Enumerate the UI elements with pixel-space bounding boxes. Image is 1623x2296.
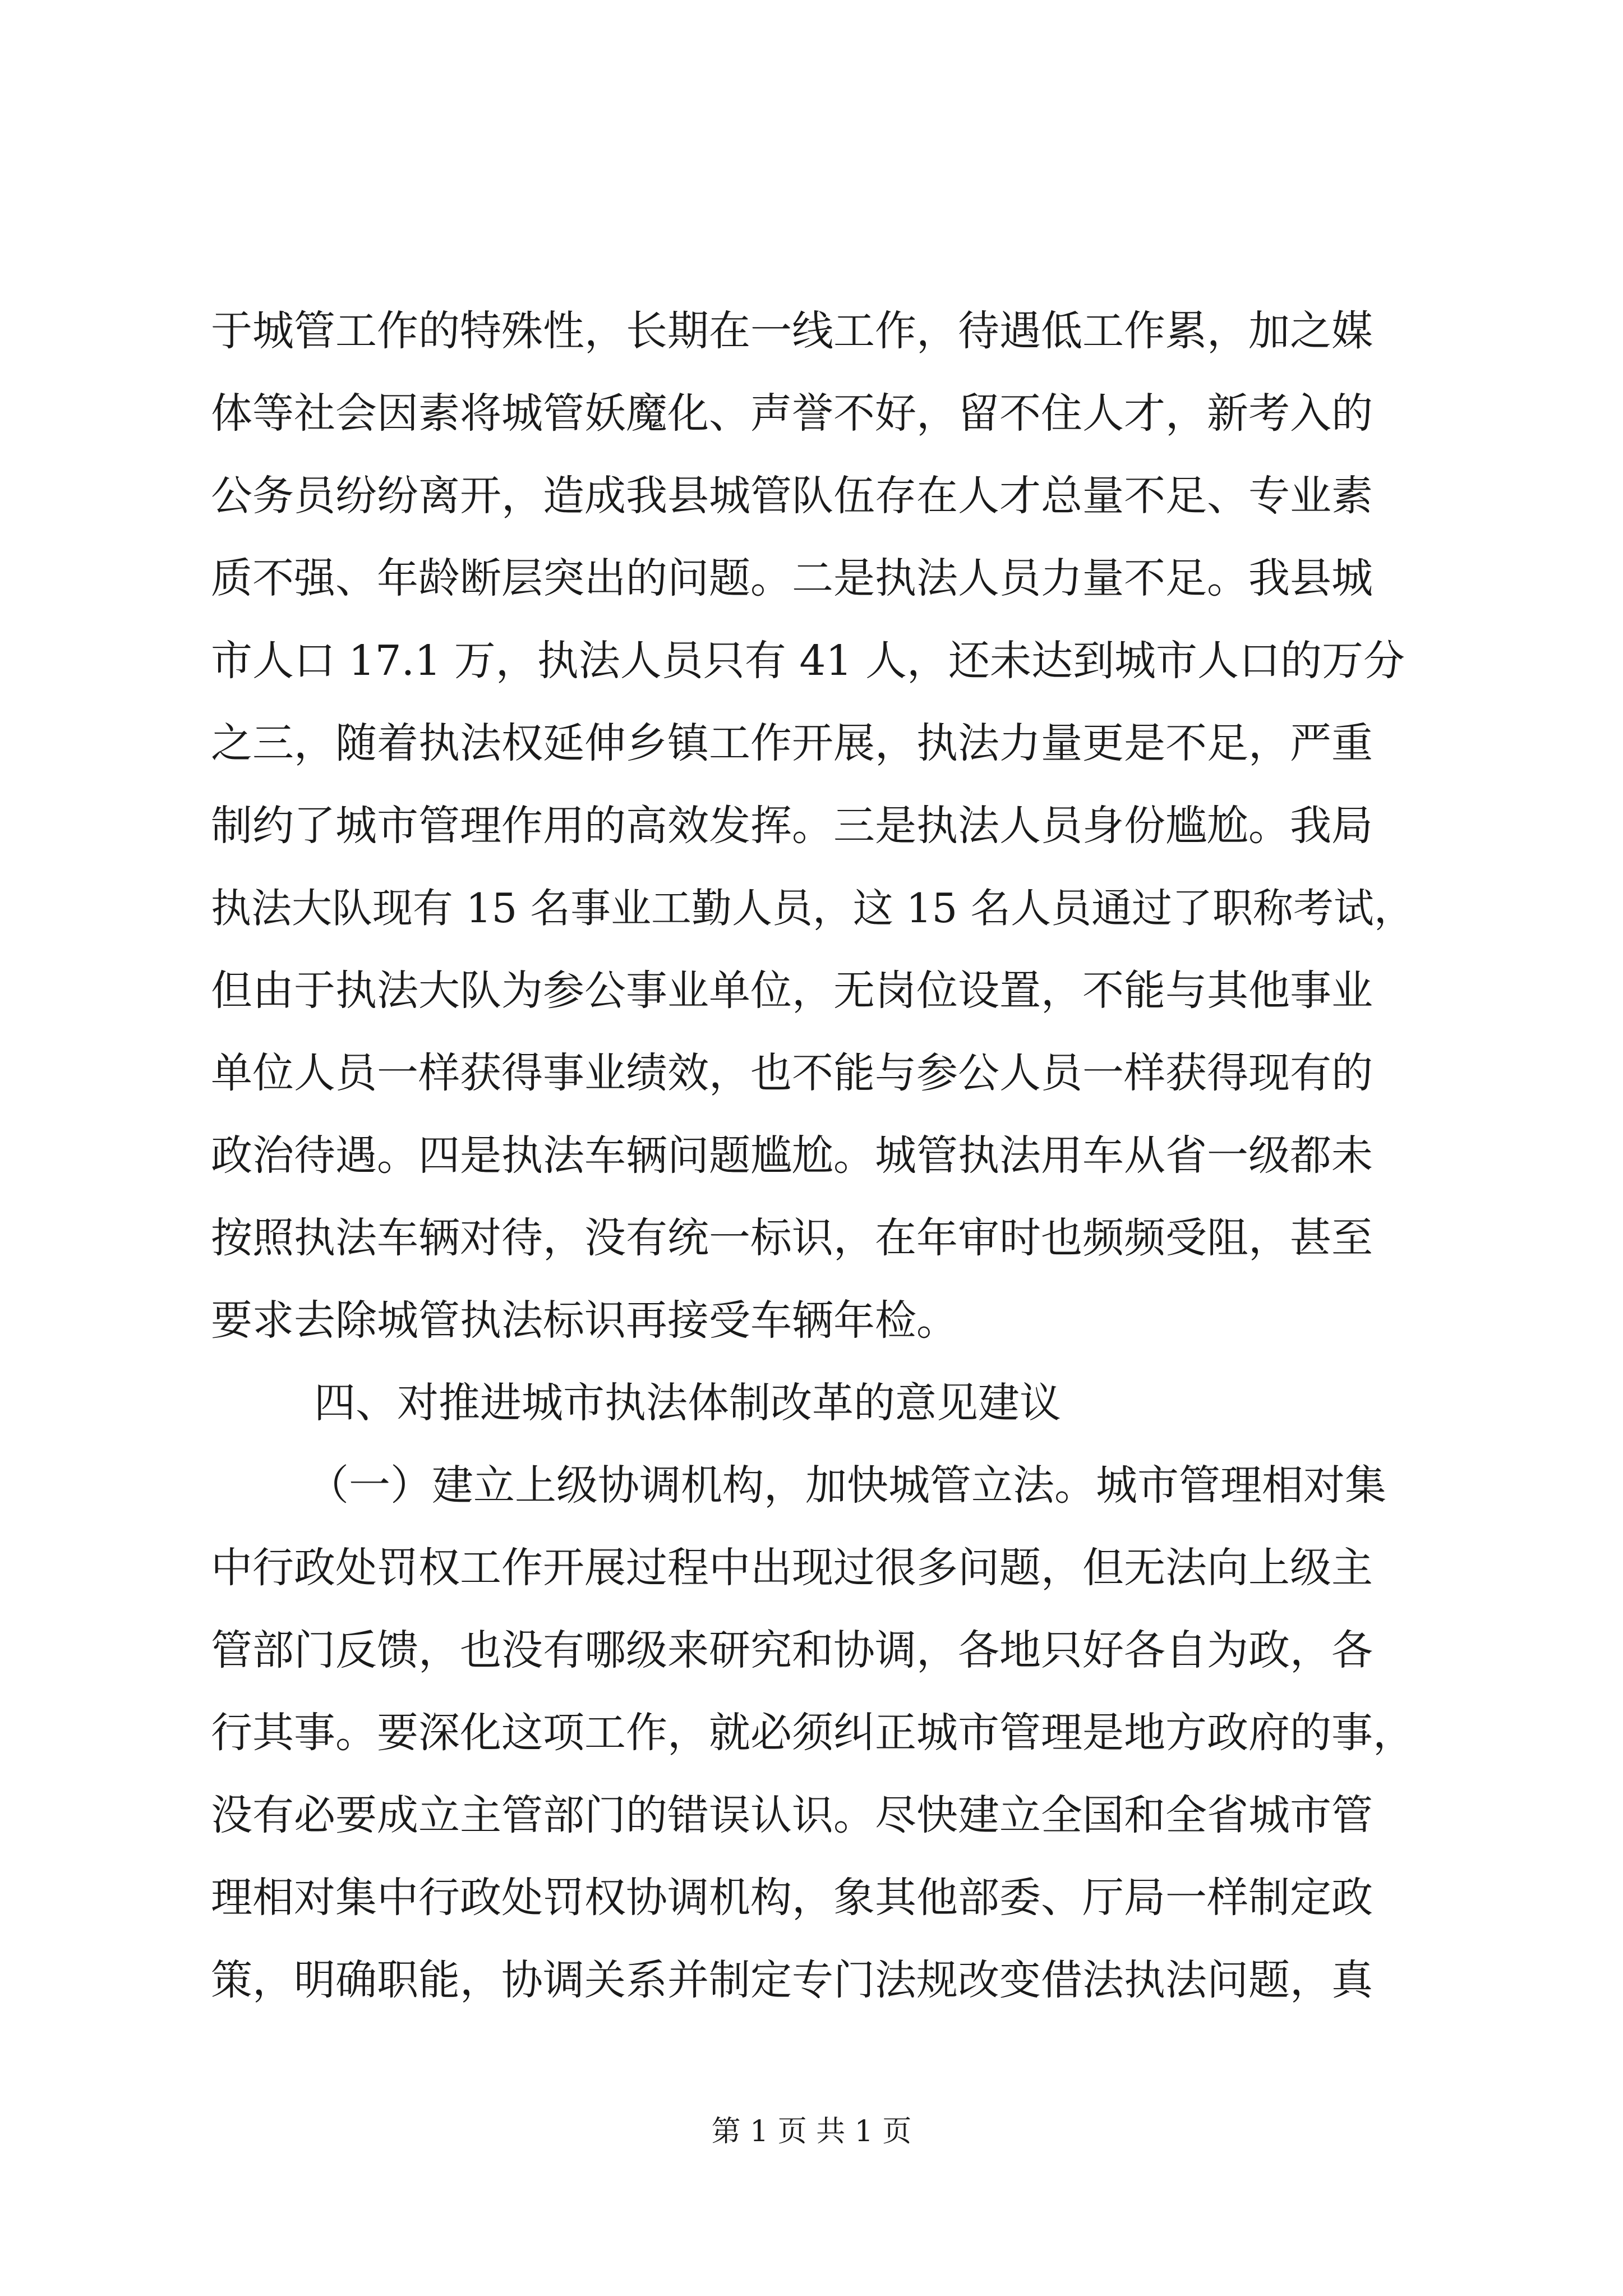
text-line-content: 行其事。要深化这项工作，就必须纠正城市管理是地方政府的事， xyxy=(211,1709,1414,1757)
text-line-content: 之三，随着执法权延伸乡镇工作开展，执法力量更是不足，严重 xyxy=(211,719,1373,767)
text-line-content: 执法大队现有 15 名事业工勤人员，这 15 名人员通过了职称考试， xyxy=(211,885,1414,932)
text-line xyxy=(0,464,1623,527)
text-line-content: 单位人员一样获得事业绩效，也不能与参公人员一样获得现有的 xyxy=(211,1049,1373,1097)
page-footer xyxy=(0,2109,1623,2154)
text-line xyxy=(0,1042,1623,1105)
text-line xyxy=(0,1784,1623,1847)
page-number-label: 第 1 页 共 1 页 xyxy=(711,2115,912,2148)
text-line-content: 体等社会因素将城管妖魔化、声誉不好，留不住人才，新考入的 xyxy=(211,389,1373,438)
text-line xyxy=(0,794,1623,857)
text-line-content: 理相对集中行政处罚权协调机构，象其他部委、厅局一样制定政 xyxy=(211,1874,1373,1922)
text-line xyxy=(0,1289,1623,1352)
text-line-content: 要求去除城管执法标识再接受车辆年检。 xyxy=(211,1296,958,1345)
text-line-content: 按照执法车辆对待，没有统一标识，在年审时也频频受阻，甚至 xyxy=(211,1214,1373,1262)
text-line-content: 市人口 17.1 万，执法人员只有 41 人，还未达到城市人口的万分 xyxy=(211,637,1405,685)
text-line-content: 但由于执法大队为参公事业单位，无岗位设置，不能与其他事业 xyxy=(211,967,1373,1015)
text-line xyxy=(0,712,1623,775)
text-line xyxy=(0,382,1623,445)
text-line-content: 没有必要成立主管部门的错误认识。尽快建立全国和全省城市管 xyxy=(211,1791,1373,1839)
text-line xyxy=(0,629,1623,692)
text-line-content: （一）建立上级协调机构，加快城管立法。城市管理相对集 xyxy=(307,1461,1386,1510)
text-line-content: 政治待遇。四是执法车辆问题尴尬。城管执法用车从省一级都未 xyxy=(211,1131,1373,1180)
text-line xyxy=(0,1701,1623,1764)
text-line xyxy=(0,1124,1623,1187)
text-line xyxy=(0,1949,1623,2012)
text-line xyxy=(0,1866,1623,1929)
section-heading xyxy=(0,1372,1623,1434)
text-line xyxy=(0,877,1623,940)
text-line-content: 公务员纷纷离开，造成我县城管队伍存在人才总量不足、专业素 xyxy=(211,472,1373,520)
text-line xyxy=(0,959,1623,1022)
text-line xyxy=(0,1536,1623,1599)
text-line xyxy=(0,547,1623,610)
text-line xyxy=(0,300,1623,362)
text-line-content: 管部门反馈，也没有哪级来研究和协调，各地只好各自为政，各 xyxy=(211,1626,1373,1674)
text-line-content: 策，明确职能，协调关系并制定专门法规改变借法执法问题，真 xyxy=(211,1956,1373,2004)
text-line xyxy=(0,1619,1623,1682)
text-line-content: 于城管工作的特殊性，长期在一线工作，待遇低工作累，加之媒 xyxy=(211,307,1373,355)
text-line-content: 质不强、年龄断层突出的问题。二是执法人员力量不足。我县城 xyxy=(211,554,1373,602)
text-line-content: 制约了城市管理作用的高效发挥。三是执法人员身份尴尬。我局 xyxy=(211,802,1373,850)
text-line xyxy=(0,1207,1623,1269)
text-line-content: 中行政处罚权工作开展过程中出现过很多问题，但无法向上级主 xyxy=(211,1544,1373,1592)
text-line xyxy=(0,1454,1623,1517)
section-heading-text: 四、对推进城市执法体制改革的意见建议 xyxy=(314,1379,1061,1427)
